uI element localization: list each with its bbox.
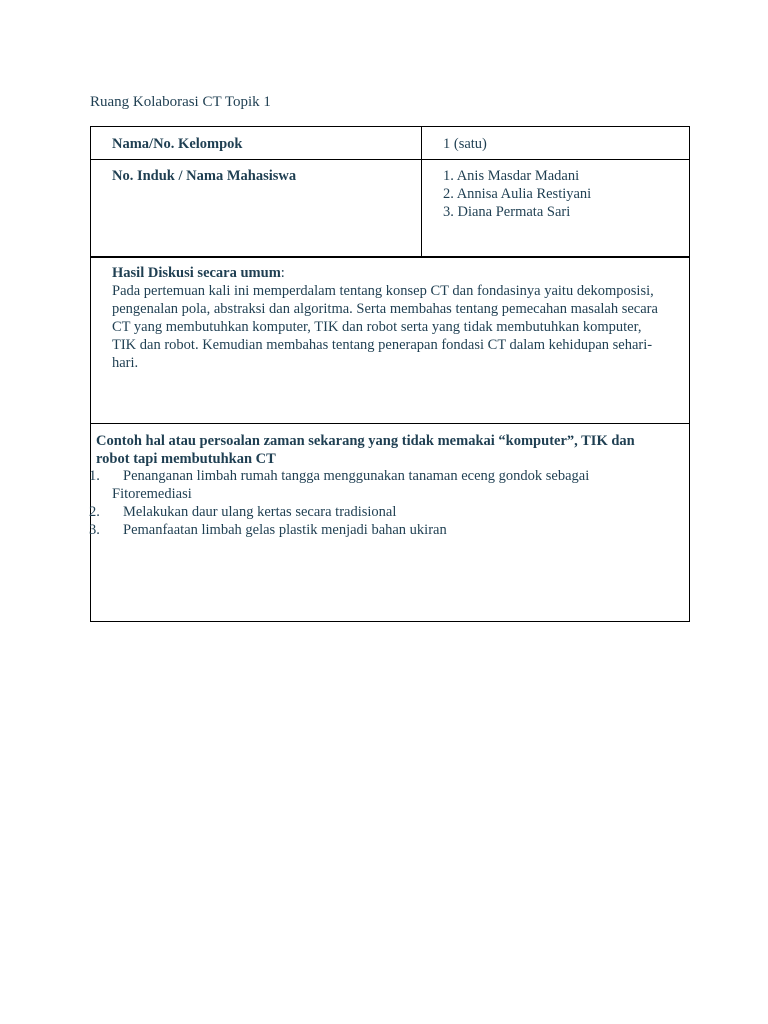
member-item: 3. Diana Permata Sari [443, 204, 571, 220]
discussion-heading-wrap [112, 264, 285, 282]
example-text: Melakukan daur ulang kertas secara tradisional [123, 504, 397, 520]
discussion-heading: Hasil Diskusi secara umum [112, 265, 281, 281]
examples-heading: Contoh hal atau persoalan zaman sekarang yang tidak memakai “komputer”, TIK dan [96, 433, 635, 449]
discussion-line: pengenalan pola, abstraksi dan algoritma. Serta membahas tentang pemecahan masalah secara [112, 301, 658, 317]
discussion-line: TIK dan robot. Kemudian membahas tentang penerapan fondasi CT dalam kehidupan sehari- [112, 337, 653, 353]
discussion-body [112, 282, 682, 372]
example-text: Pemanfaatan limbah gelas plastik menjadi bahan ukiran [123, 522, 447, 538]
example-number: 2. [89, 504, 100, 520]
example-text: Penanganan limbah rumah tangga menggunakan tanaman eceng gondok sebagai [123, 468, 590, 484]
discussion-line: hari. [112, 355, 139, 371]
student-label: No. Induk / Nama Mahasiswa [112, 168, 297, 184]
examples-heading-cont: robot tapi membutuhkan CT [96, 451, 276, 467]
group-label: Nama/No. Kelompok [112, 136, 243, 152]
document-title: Ruang Kolaborasi CT Topik 1 [90, 94, 271, 110]
example-continuation: Fitoremediasi [112, 486, 192, 502]
member-item: 2. Annisa Aulia Restiyani [443, 186, 592, 202]
group-value: 1 (satu) [443, 136, 487, 152]
column-divider [421, 127, 422, 257]
discussion-line: Pada pertemuan kali ini memperdalam tentang konsep CT dan fondasinya yaitu dekomposisi, [112, 283, 654, 299]
example-number: 3. [89, 522, 100, 538]
discussion-heading-colon: : [280, 265, 285, 281]
row-divider [91, 159, 689, 160]
discussion-line: CT yang membutuhkan komputer, TIK dan robot serta yang tidak membutuhkan komputer, [112, 319, 642, 335]
row-divider [91, 423, 689, 424]
row-divider [91, 256, 689, 258]
member-item: 1. Anis Masdar Madani [443, 168, 580, 184]
group-form-table [90, 126, 690, 622]
example-number: 1. [89, 468, 100, 484]
